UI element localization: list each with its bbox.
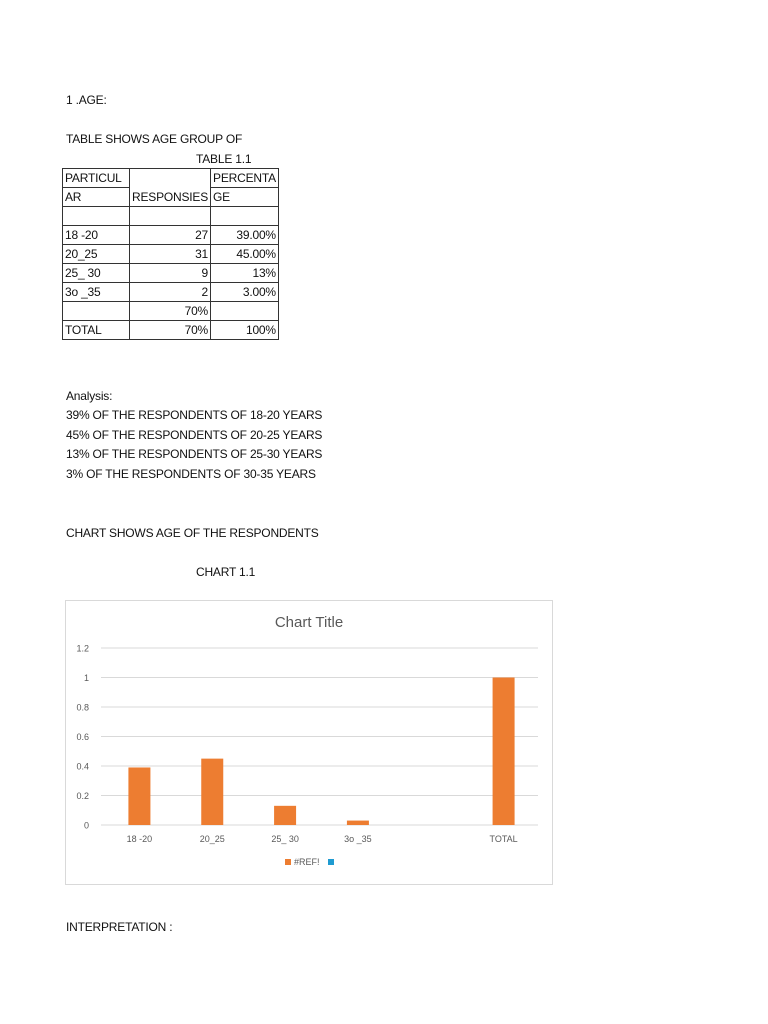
- y-tick-label: 1: [83, 673, 89, 683]
- table-total-row: [63, 321, 279, 340]
- table-row: [63, 245, 279, 264]
- table-header-row: [63, 169, 279, 188]
- cell-particular: 18 -20: [63, 226, 130, 245]
- interpretation-label: INTERPRETATION :: [66, 920, 173, 934]
- cell-particular: 25_ 30: [63, 264, 130, 283]
- x-tick-label: 3o _35: [344, 834, 372, 844]
- x-tick-label: TOTAL: [489, 834, 518, 844]
- header-responses: RESPONSIES: [130, 169, 211, 207]
- legend-swatch: [328, 859, 334, 865]
- bar: [201, 759, 223, 825]
- y-tick-label: 0.8: [76, 702, 89, 713]
- header-particular-line1: PARTICUL: [65, 171, 122, 185]
- cell-particular: 3o _35: [63, 283, 130, 302]
- cell-responses: 70%: [130, 302, 211, 321]
- cell-responses: 9: [130, 264, 211, 283]
- legend-swatch: [285, 859, 291, 865]
- table-row: [63, 302, 279, 321]
- cell-particular: [63, 302, 130, 321]
- table-caption: TABLE SHOWS AGE GROUP OF: [66, 132, 243, 146]
- table-row: [63, 264, 279, 283]
- analysis-line: 13% OF THE RESPONDENTS OF 25-30 YEARS: [66, 447, 323, 461]
- y-tick-label: 0.2: [76, 791, 89, 801]
- header-particular: [63, 169, 130, 188]
- cell-responses: 70%: [130, 321, 211, 340]
- analysis-line: 3% OF THE RESPONDENTS OF 30-35 YEARS: [66, 467, 316, 481]
- y-tick-label: 1.2: [76, 643, 89, 654]
- cell-responses: 2: [130, 283, 211, 302]
- chart-number: CHART 1.1: [196, 565, 256, 579]
- analysis-line: 39% OF THE RESPONDENTS OF 18-20 YEARS: [66, 408, 323, 422]
- age-chart: [65, 600, 553, 885]
- chart-title: Chart Title: [274, 614, 344, 631]
- cell-percentage: 3.00%: [211, 283, 279, 302]
- cell-particular: TOTAL: [63, 321, 130, 340]
- cell-percentage: 100%: [211, 321, 279, 340]
- x-tick-label: 20_25: [199, 834, 225, 844]
- cell-responses: 27: [130, 226, 211, 245]
- y-tick-label: 0.4: [76, 761, 89, 772]
- chart-svg: [66, 601, 552, 884]
- cell-percentage: [211, 302, 279, 321]
- bar: [347, 821, 369, 825]
- header-percentage-line1: PERCENTA: [213, 171, 276, 185]
- cell-responses: 31: [130, 245, 211, 264]
- cell-percentage: 39.00%: [211, 226, 279, 245]
- legend-label: #REF!: [294, 857, 320, 867]
- table-number: TABLE 1.1: [196, 152, 252, 166]
- y-tick-label: 0.6: [76, 732, 89, 742]
- age-group-table: [62, 168, 279, 340]
- table-row: [63, 226, 279, 245]
- cell-particular: 20_25: [63, 245, 130, 264]
- age-heading: 1 .AGE:: [66, 93, 107, 107]
- chart-caption: CHART SHOWS AGE OF THE RESPONDENTS: [66, 526, 319, 540]
- bar: [493, 678, 515, 826]
- table-row: [63, 283, 279, 302]
- header-particular-line2: AR: [63, 188, 130, 207]
- x-tick-label: 18 -20: [126, 834, 153, 844]
- bar: [128, 767, 150, 825]
- table-empty-row: [63, 207, 279, 226]
- header-percentage: [211, 169, 279, 188]
- bar: [274, 806, 296, 825]
- analysis-label: Analysis:: [66, 389, 113, 403]
- header-percentage-line2: GE: [211, 188, 279, 207]
- x-tick-label: 25_ 30: [271, 834, 299, 844]
- cell-percentage: 45.00%: [211, 245, 279, 264]
- y-tick-label: 0: [83, 820, 89, 831]
- cell-percentage: 13%: [211, 264, 279, 283]
- analysis-line: 45% OF THE RESPONDENTS OF 20-25 YEARS: [66, 428, 323, 442]
